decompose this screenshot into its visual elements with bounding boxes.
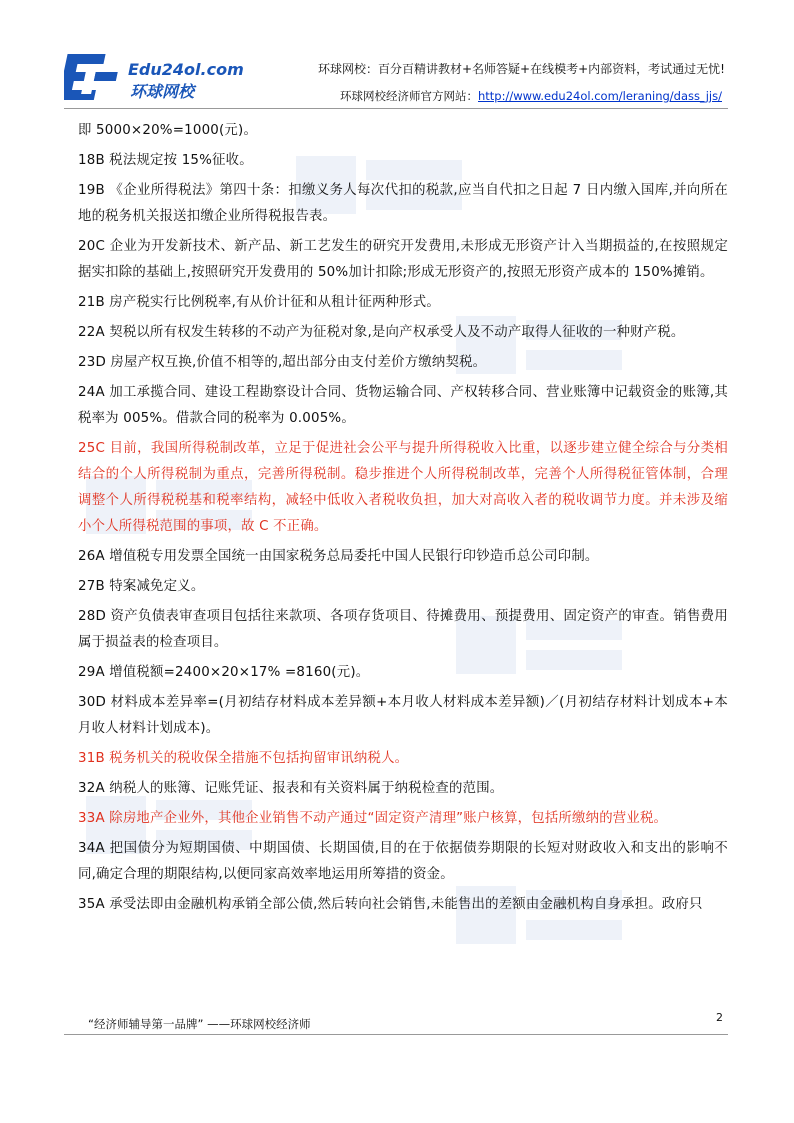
paragraph: 20C 企业为开发新技术、新产品、新工艺发生的研究开发费用,未形成无形资产计入当期损益的,在按照规定据实扣除的基础上,按照研究开发费用的 50%加计扣除;形成无形资产的,按照无形资产成本的 150%摊销。 [78,239,728,280]
logo-cn-text: 环球网校 [130,82,195,101]
paragraph-highlighted: 31B 税务机关的税收保全措施不包括拘留审讯纳税人。 [78,751,409,766]
paragraph: 26A 增值税专用发票全国统一由国家税务总局委托中国人民银行印钞造币总公司印制。 [78,549,599,564]
footer-divider [64,1034,728,1035]
logo-text: Edu24ol.com [128,60,244,79]
header-site-line [340,88,722,104]
paragraph: 30D 材料成本差异率=(月初结存材料成本差异额+本月收人材料成本差异额)／(月初结存材料计划成本+本月收人材料计划成本)。 [78,695,728,736]
paragraph-highlighted: 33A 除房地产企业外，其他企业销售不动产通过“固定资产清理”账户核算，包括所缴纳的营业税。 [78,811,668,826]
paragraph: 22A 契税以所有权发生转移的不动产为征税对象,是向产权承受人及不动产取得人征收的一种财产税。 [78,325,685,340]
footer-slogan: “经济师辅导第一品牌” ——环球网校经济师 [88,1017,311,1031]
paragraph: 28D 资产负债表审查项目包括往来款项、各项存货项目、待摊费用、预提费用、固定资产的审查。销售费用属于损益表的检查项目。 [78,609,728,650]
paragraph-highlighted: 25C 目前，我国所得税制改革，立足于促进社会公平与提升所得税收入比重，以逐步建立健全综合与分类相结合的个人所得税制为重点，完善所得税制。稳步推进个人所得税制改革，完善个人所得税征管体制，合理调整个人所得税税基和税率结构，减轻中低收入者税收负担，加大对高收入者的税收调节力度。并未涉及缩小个人所得税范围的事项，故 C 不正确。 [78,441,728,534]
page-header [0,0,794,110]
paragraph: 24A 加工承揽合同、建设工程勘察设计合同、货物运输合同、产权转移合同、营业账簿中记载资金的账簿,其税率为 005%。借款合同的税率为 0.005%。 [78,385,728,426]
paragraph: 19B 《企业所得税法》第四十条：扣缴义务人每次代扣的税款,应当自代扣之日起 7 日内缴入国库,并向所在地的税务机关报送扣缴企业所得税报告表。 [78,183,728,224]
paragraph: 34A 把国债分为短期国债、中期国债、长期国债,目的在于依据债券期限的长短对财政收入和支出的影响不同,确定合理的期限结构,以便同家高效率地运用所筹措的资金。 [78,841,728,882]
site-link[interactable]: http://www.edu24ol.com/leraning/dass_jjs/ [478,89,722,103]
paragraph: 21B 房产税实行比例税率,有从价计征和从租计征两种形式。 [78,295,440,310]
edu24ol-logo [64,52,244,104]
paragraph: 即 5000×20%=1000(元)。 [78,123,258,138]
paragraph: 23D 房屋产权互换,价值不相等的,超出部分由支付差价方缴纳契税。 [78,355,487,370]
e-logo-mark [64,54,118,100]
paragraph: 29A 增值税额=2400×20×17% =8160(元)。 [78,665,370,680]
header-tagline: 环球网校：百分百精讲教材+名师答疑+在线模考+内部资料，考试通过无忧! [318,62,725,76]
paragraph: 32A 纳税人的账簿、记账凭证、报表和有关资料属于纳税检查的范围。 [78,781,504,796]
paragraph: 35A 承受法即由金融机构承销全部公债,然后转向社会销售,未能售出的差额由金融机构自身承担。政府只 [78,897,703,912]
page-number: 2 [716,1011,723,1024]
answer-explanations [78,118,728,922]
site-label: 环球网校经济师官方网站： [340,89,478,103]
paragraph: 27B 特案减免定义。 [78,579,205,594]
paragraph: 18B 税法规定按 15%征收。 [78,153,253,168]
header-divider [64,108,728,109]
